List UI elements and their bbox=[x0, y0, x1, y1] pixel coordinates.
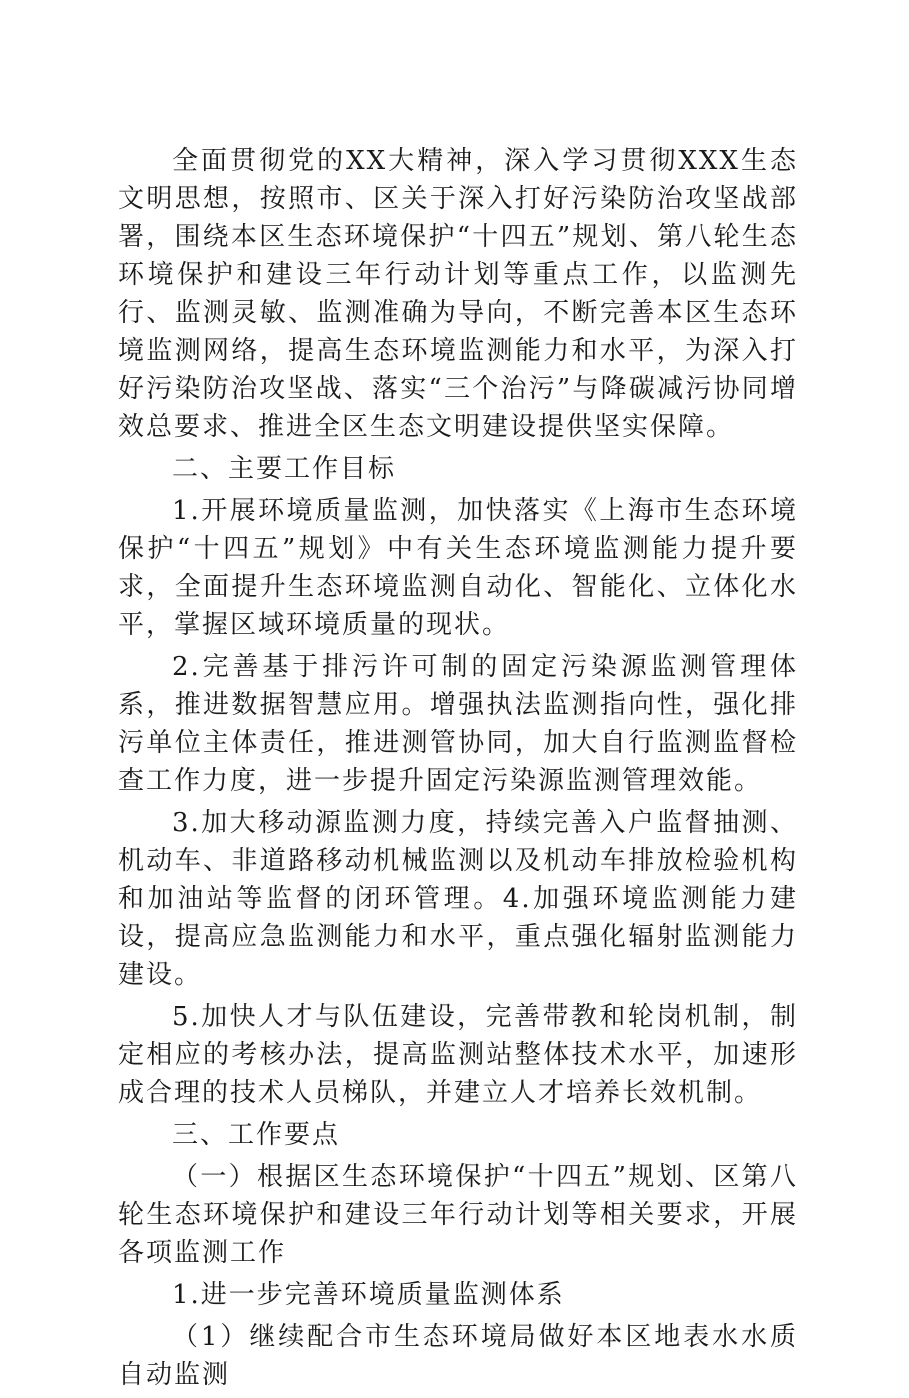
document-body bbox=[118, 142, 798, 1398]
goal-item-2: 2.完善基于排污许可制的固定污染源监测管理体系，推进数据智慧应用。增强执法监测指向性，强化排污单位主体责任，推进测管协同，加大自行监测监督检查工作力度，进一步提升固定污染源监测管理效能。 bbox=[118, 652, 798, 796]
goal-item-3-4: 3.加大移动源监测力度，持续完善入户监督抽测、机动车、非道路移动机械监测以及机动车排放检验机构和加油站等监督的闭环管理。4.加强环境监测能力建设，提高应急监测能力和水平，重点强化辐射监测能力建设。 bbox=[118, 808, 798, 990]
section-heading-key-points: 三、工作要点 bbox=[172, 1120, 341, 1150]
subsection-heading: 1.进一步完善环境质量监测体系 bbox=[172, 1280, 565, 1310]
sub-item-1: （1）继续配合市生态环境局做好本区地表水水质自动监测 bbox=[118, 1322, 798, 1390]
key-point-1: （一）根据区生态环境保护“十四五”规划、区第八轮生态环境保护和建设三年行动计划等相关要求，开展各项监测工作 bbox=[118, 1162, 798, 1268]
section-heading-main-goals: 二、主要工作目标 bbox=[172, 454, 397, 484]
intro-paragraph: 全面贯彻党的XX大精神，深入学习贯彻XXX生态文明思想，按照市、区关于深入打好污染防治攻坚战部署，围绕本区生态环境保护“十四五”规划、第八轮生态环境保护和建设三年行动计划等重点工作，以监测先行、监测灵敏、监测准确为导向，不断完善本区生态环境监测网络，提高生态环境监测能力和水平，为深入打好污染防治攻坚战、落实“三个治污”与降碳减污协同增效总要求、推进全区生态文明建设提供坚实保障。 bbox=[118, 146, 798, 442]
goal-item-1: 1.开展环境质量监测，加快落实《上海市生态环境保护“十四五”规划》中有关生态环境监测能力提升要求，全面提升生态环境监测自动化、智能化、立体化水平，掌握区域环境质量的现状。 bbox=[118, 496, 798, 640]
goal-item-5: 5.加快人才与队伍建设，完善带教和轮岗机制，制定相应的考核办法，提高监测站整体技术水平，加速形成合理的技术人员梯队，并建立人才培养长效机制。 bbox=[118, 1002, 798, 1108]
